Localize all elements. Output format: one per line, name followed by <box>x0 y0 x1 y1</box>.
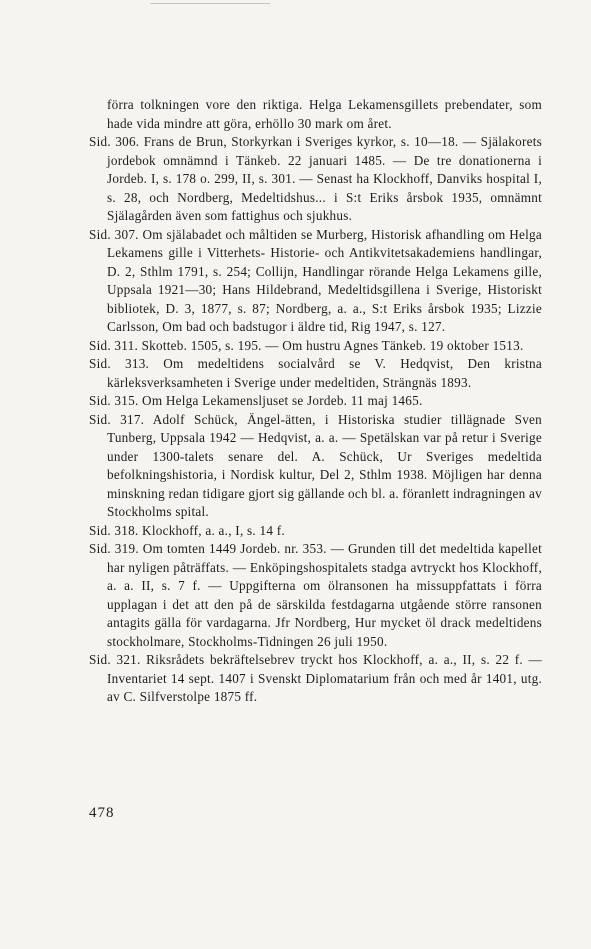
note-sid-307: Sid. 307. Om själabadet och måltiden se Murberg, Historisk afhandling om Helga Lekamens gille i Vitterhets- Historie- och Antikvitetsakademiens handlingar, D. 2, Sthlm 1791, s. 254; Collijn, Handlingar rörande Helga Lekamens gille, Uppsala 1921—30; Hans Hildebrand, Medeltidsgillena i Sverige, Historiskt bibliotek, D. 3, 1877, s. 87; Nordberg, a. a., S:t Eriks årsbok 1935; Lizzie Carlsson, Om bad och badstugor i äldre tid, Rig 1947, s. 127. <box>89 226 542 334</box>
note-sid-317: Sid. 317. Adolf Schück, Ängel-ätten, i Historiska studier tillägnade Sven Tunberg, Uppsala 1942 — Hedqvist, a. a. — Spetälskan var på retur i Sverige under 1300-talets senare del. A. Schück, Ur Sveriges medeltida befolkningshistoria, i Nordisk kultur, Del 2, Sthlm 1938. Möjligen har denna minskning redan tidigare gjort sig gällande och bl. a. föranlett indragningen av Stockholms spital. <box>89 411 542 519</box>
note-sid-319: Sid. 319. Om tomten 1449 Jordeb. nr. 353. — Grunden till det medeltida kapellet har nyligen påträffats. — Enköpingshospitalets stadga avtryckt hos Klockhoff, a. a. II, s. 7 f. — Uppgifterna om ölransonen ha missuppfattats i förra upplagan i det att den på de särskilda festdagarna utgående större ransonen antagits gälla för vardagarna. Jfr Nordberg, Hur mycket öl drack medeltidens stockholmare, Stockholms-Tidningen 26 juli 1950. <box>89 541 542 649</box>
note-continuation: förra tolkningen vore den riktiga. Helga Lekamensgillets prebendater, som hade vida mindre att göra, erhöllo 30 mark om året. <box>107 97 542 131</box>
note-sid-311: Sid. 311. Skotteb. 1505, s. 195. — Om hustru Agnes Tänkeb. 19 oktober 1513. <box>89 337 524 353</box>
note-sid-315: Sid. 315. Om Helga Lekamensljuset se Jordeb. 11 maj 1465. <box>89 393 423 408</box>
scan-edge-line <box>150 3 270 4</box>
note-sid-306: Sid. 306. Frans de Brun, Storkyrkan i Sveriges kyrkor, s. 10—18. — Själakorets jordebok omnämnd i Tänkeb. 22 januari 1485. — De tre donationerna i Jordeb. I, s. 178 o. 299, II, s. 301. — Senast ha Klockhoff, Danviks hospital I, s. 28, och Nordberg, Medeltidshus... i S:t Eriks årsbok 1935, omnämnt Själagården även som fattighus och sjukhus. <box>89 134 542 223</box>
note-sid-313: Sid. 313. Om medeltidens socialvård se V. Hedqvist, Den kristna kärleksverksamheten i Sverige under medeltiden, Strängnäs 1893. <box>89 356 542 390</box>
note-sid-318: Sid. 318. Klockhoff, a. a., I, s. 14 f. <box>89 522 285 538</box>
page-number: 478 <box>89 805 115 821</box>
notes-text-block <box>89 96 542 707</box>
note-sid-321: Sid. 321. Riksrådets bekräftelsebrev tryckt hos Klockhoff, a. a., II, s. 22 f. — Inventariet 14 sept. 1407 i Svenskt Diplomatarium från och med år 1401, utg. av C. Silfverstolpe 1875 ff. <box>89 652 542 704</box>
